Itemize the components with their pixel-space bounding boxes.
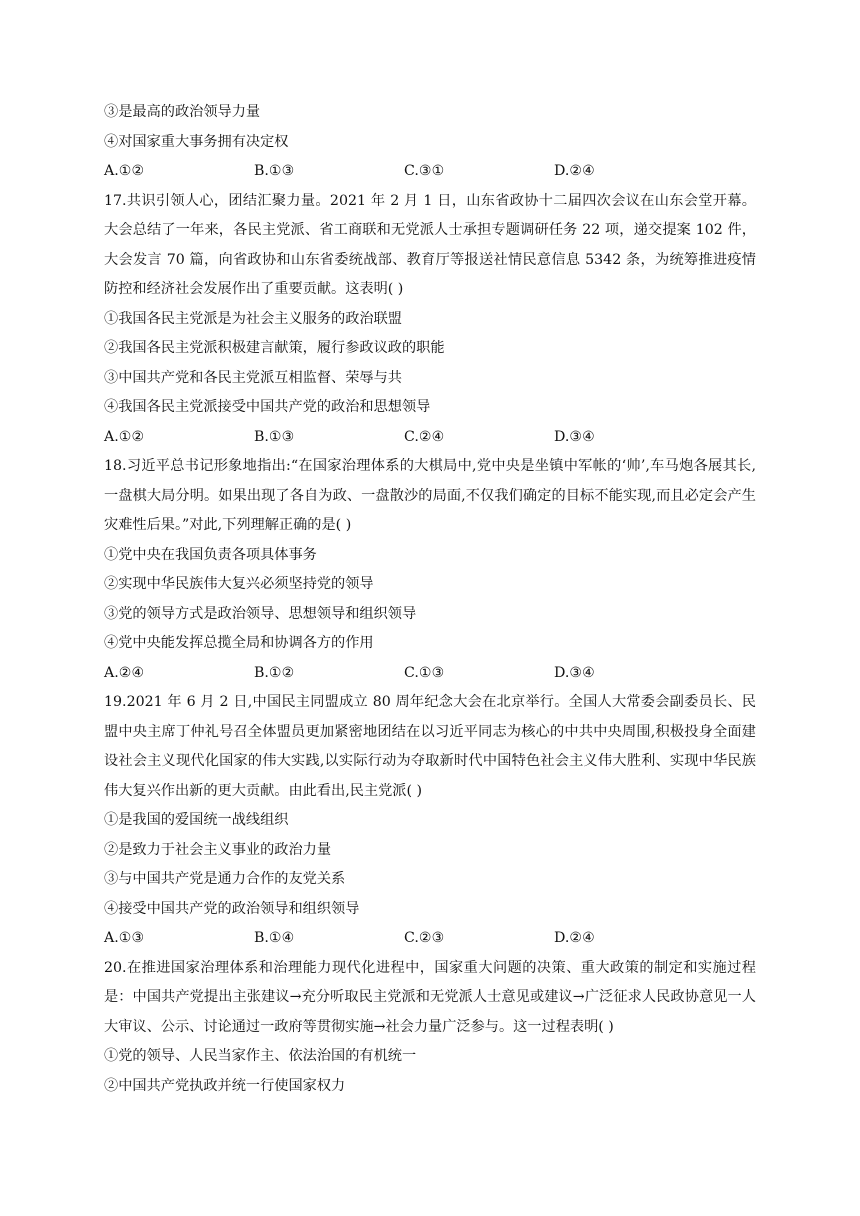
option-a: A.①② [104,163,145,179]
question-19 [104,688,756,954]
option-a: A.②④ [104,664,145,681]
answer-item: ④我国各民主党派接受中国共产党的政治和思想领导 [104,399,431,415]
question-stem: 18.习近平总书记形象地指出:“在国家治理体系的大棋局中,党中央是坐镇中军帐的‘帅’,车马炮各展其长,一盘棋大局分明。如果出现了各自为政、一盘散沙的局面,不仅我们确定的目标不能实现,而且必定会产生灾难性后果。”对此,下列理解正确的是( ) [104,458,756,533]
question-stem: 17.共识引领人心，团结汇聚力量。2021 年 2 月 1 日，山东省政协十二届四次会议在山东会堂开幕。大会总结了一年来，各民主党派、省工商联和无党派人士承担专题调研任务 22 项，递交提案 102 件，大会发言 70 篇，向省政协和山东省委统战部、教育厅等报送社情民意信息 5342 条，为统筹推进疫情防控和经济社会发展作出了重要贡献。这表明( ) [104,192,756,297]
answer-item: ④党中央能发挥总揽全局和协调各方的作用 [104,635,374,651]
option-c: C.①③ [404,664,445,681]
answer-item: ①党的领导、人民当家作主、依法治国的有机统一 [104,1048,417,1064]
answer-item: ①党中央在我国负责各项具体事务 [104,546,317,563]
choice-options [104,157,756,187]
answer-item: ①是我国的爱国统一战线组织 [104,812,289,828]
answer-item: ②实现中华民族伟大复兴必须坚持党的领导 [104,576,374,592]
answer-item: ④对国家重大事务拥有决定权 [104,133,289,150]
answer-item: ③是最高的政治领导力量 [104,104,261,120]
answer-item: ③中国共产党和各民主党派互相监督、荣辱与共 [104,369,402,386]
question-stem: 20.在推进国家治理体系和治理能力现代化进程中，国家重大问题的决策、重大政策的制定和实施过程是：中国共产党提出主张建议→充分听取民主党派和无党派人士意见或建议→广泛征求人民政协意见一人大审议、公示、讨论通过一政府等贯彻实施→社会力量广泛参与。这一过程表明( ) [104,959,756,1035]
question-18 [104,452,756,688]
answer-item: ③与中国共产党是通力合作的友党关系 [104,871,346,887]
choice-options [104,924,756,954]
exam-page [104,98,756,1101]
option-b: B.①④ [254,930,295,946]
question-20 [104,954,756,1102]
choice-options [104,659,756,689]
option-c: C.②④ [404,428,445,445]
option-d: D.③④ [554,664,595,681]
option-a: A.①③ [104,930,145,946]
option-b: B.①② [254,664,295,681]
answer-item: ②是致力于社会主义事业的政治力量 [104,841,332,858]
option-c: C.②③ [404,930,445,946]
question-17 [104,187,756,453]
answer-item: ②我国各民主党派积极建言献策，履行参政议政的职能 [104,340,445,356]
question-stem: 19.2021 年 6 月 2 日,中国民主同盟成立 80 周年纪念大会在北京举行。全国人大常委会副委员长、民盟中央主席丁仲礼号召全体盟员更加紧密地团结在以习近平同志为核心的中共中央周围,积极投身全面建设社会主义现代化国家的伟大实践,以实际行动为夺取新时代中国特色社会主义伟大胜利、实现中华民族伟大复兴作出新的更大贡献。由此看出,民主党派( ) [104,694,756,799]
option-a: A.①② [104,428,145,445]
answer-item: ①我国各民主党派是为社会主义服务的政治联盟 [104,310,402,327]
answer-item: ②中国共产党执政并统一行使国家权力 [104,1077,346,1094]
option-b: B.①③ [254,163,295,179]
option-c: C.③① [404,163,445,179]
option-d: D.③④ [554,428,595,445]
choice-options [104,423,756,453]
question-16-tail [104,98,756,187]
option-d: D.②④ [554,163,595,179]
option-d: D.②④ [554,930,595,946]
option-b: B.①③ [254,428,295,445]
answer-item: ④接受中国共产党的政治领导和组织领导 [104,900,360,917]
answer-item: ③党的领导方式是政治领导、思想领导和组织领导 [104,605,417,622]
